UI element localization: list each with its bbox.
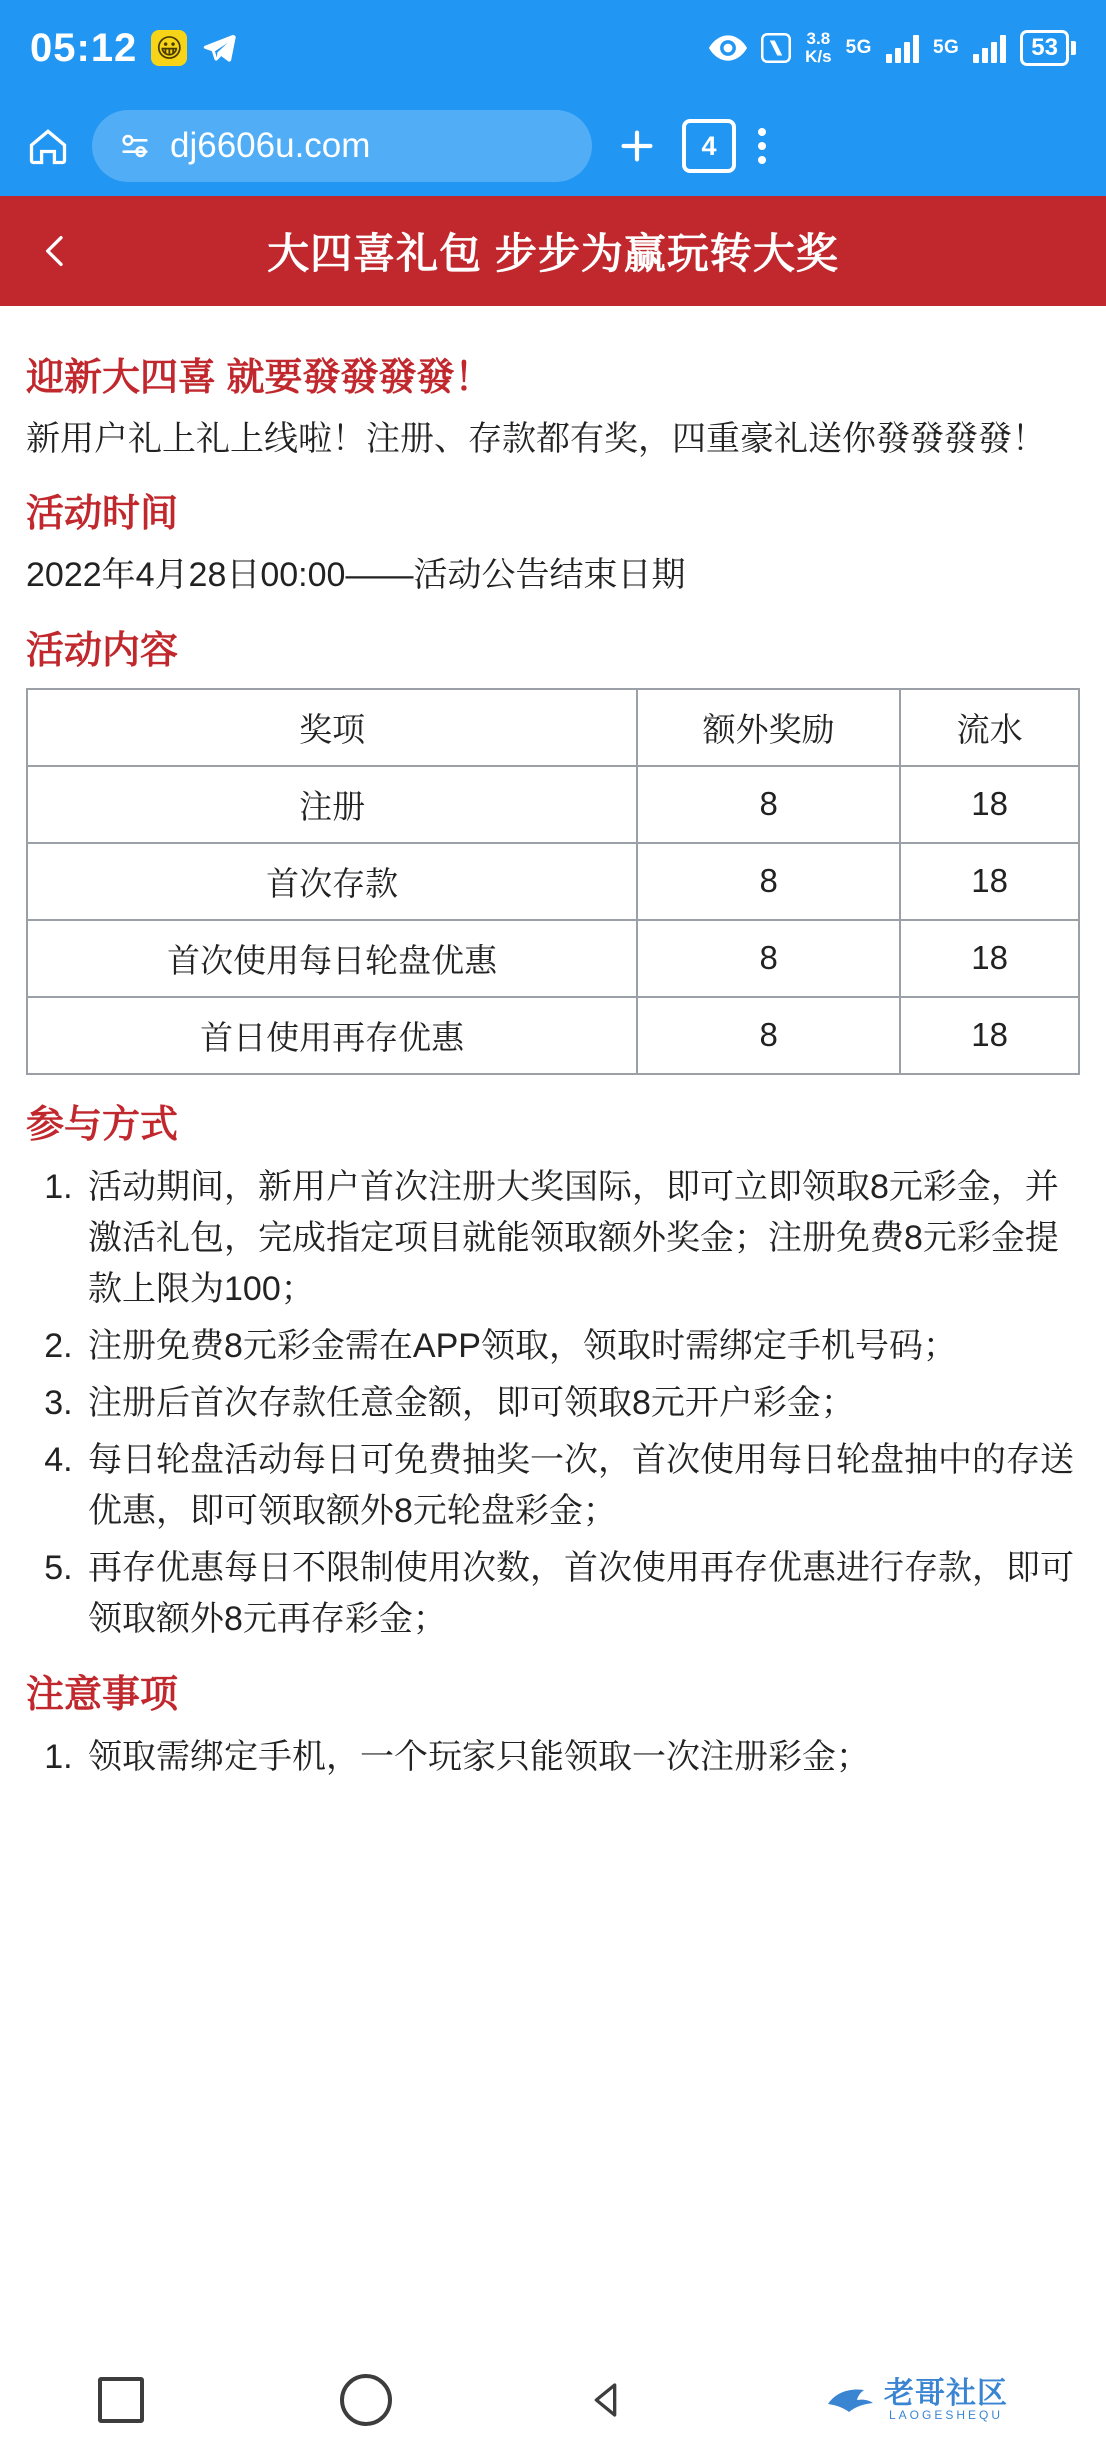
data-rate-indicator <box>805 30 831 66</box>
tab-count-button[interactable]: 4 <box>682 119 736 173</box>
cell-bonus: 8 <box>637 766 900 843</box>
telegram-icon <box>201 30 237 66</box>
more-options-icon[interactable] <box>758 128 766 164</box>
address-bar[interactable] <box>92 110 592 182</box>
home-circle-icon[interactable] <box>340 2374 392 2426</box>
prize-table <box>26 688 1080 1075</box>
table-row <box>27 997 1079 1074</box>
status-bar-left <box>30 26 237 71</box>
android-nav-bar <box>0 2350 1106 2450</box>
back-chevron-icon[interactable] <box>26 227 86 275</box>
cell-rollover: 18 <box>900 766 1079 843</box>
join-rules-list <box>26 1162 1080 1645</box>
cell-prize: 首日使用再存优惠 <box>27 997 637 1074</box>
section-title-join: 参与方式 <box>26 1103 179 1146</box>
battery-tip <box>1071 41 1076 55</box>
watermark-text <box>884 2379 1008 2421</box>
cell-rollover: 18 <box>900 843 1079 920</box>
data-rate-value: 3.8 <box>806 29 831 49</box>
list-item: 2. 注册免费8元彩金需在APP领取，领取时需绑定手机号码； <box>82 1321 1080 1372</box>
list-item: 1. 活动期间，新用户首次注册大奖国际，即可立即领取8元彩金，并激活礼包，完成指定项目就能领取额外奖金；注册免费8元彩金提款上限为100； <box>82 1162 1080 1315</box>
cell-rollover: 18 <box>900 920 1079 997</box>
page-header <box>0 196 1106 306</box>
browser-toolbar <box>0 96 1106 196</box>
notice-rules-list <box>26 1732 1080 1783</box>
battery-level: 53 <box>1020 30 1069 66</box>
status-clock: 05:12 <box>30 25 138 70</box>
data-rate-unit: K/s <box>805 46 832 66</box>
signal-strength-icon-1 <box>886 33 919 63</box>
cell-prize: 注册 <box>27 766 637 843</box>
nfc-icon <box>761 33 791 63</box>
plus-icon[interactable] <box>614 123 660 169</box>
battery-indicator <box>1020 30 1076 66</box>
table-row <box>27 920 1079 997</box>
column-header-bonus: 额外奖励 <box>637 689 900 766</box>
section-title-content: 活动内容 <box>26 629 179 672</box>
event-time-value: 2022年4月28日00:00——活动公告结束日期 <box>26 556 686 595</box>
headline: 迎新大四喜 就要發發發發！ <box>26 357 493 399</box>
cell-bonus: 8 <box>637 843 900 920</box>
cell-bonus: 8 <box>637 920 900 997</box>
table-row <box>27 843 1079 920</box>
section-title-time: 活动时间 <box>26 493 179 536</box>
column-header-prize: 奖项 <box>27 689 637 766</box>
url-text[interactable]: dj6606u.com <box>170 126 371 165</box>
back-triangle-icon[interactable] <box>588 2380 628 2420</box>
watermark <box>824 2379 1008 2421</box>
page-title: 大四喜礼包 步步为赢玩转大奖 <box>267 230 839 277</box>
intro-paragraph: 新用户礼上礼上线啦！注册、存款都有奖，四重豪礼送你發發發發！ <box>26 420 1046 458</box>
table-header-row <box>27 689 1079 766</box>
cell-prize: 首次存款 <box>27 843 637 920</box>
watermark-logo-icon <box>824 2380 876 2420</box>
recents-square-icon[interactable] <box>98 2377 144 2423</box>
list-item: 1. 领取需绑定手机，一个玩家只能领取一次注册彩金； <box>82 1732 1080 1783</box>
home-icon[interactable] <box>26 124 70 168</box>
cell-bonus: 8 <box>637 997 900 1074</box>
watermark-en: LAOGESHEQU <box>888 2408 1004 2422</box>
watermark-cn: 老哥社区 <box>884 2377 1008 2410</box>
cell-prize: 首次使用每日轮盘优惠 <box>27 920 637 997</box>
network-type-1: 5G <box>845 36 872 58</box>
site-settings-icon[interactable] <box>118 129 152 163</box>
signal-strength-icon-2 <box>973 33 1006 63</box>
cell-rollover: 18 <box>900 997 1079 1074</box>
list-item: 4. 每日轮盘活动每日可免费抽奖一次，首次使用每日轮盘抽中的存送优惠，即可领取额外8元轮盘彩金； <box>82 1435 1080 1537</box>
section-title-notice: 注意事项 <box>26 1673 179 1716</box>
network-type-2: 5G <box>932 36 960 58</box>
table-row <box>27 766 1079 843</box>
list-item: 3. 注册后首次存款任意金额，即可领取8元开户彩金； <box>82 1378 1080 1429</box>
column-header-rollover: 流水 <box>900 689 1079 766</box>
status-bar-right <box>709 30 1076 66</box>
list-item: 5. 再存优惠每日不限制使用次数，首次使用再存优惠进行存款，即可领取额外8元再存彩金； <box>82 1543 1080 1645</box>
eye-icon <box>709 34 747 62</box>
emoji-notification-icon: 😀 <box>151 30 187 66</box>
status-bar <box>0 0 1106 96</box>
promo-content <box>0 306 1106 1783</box>
